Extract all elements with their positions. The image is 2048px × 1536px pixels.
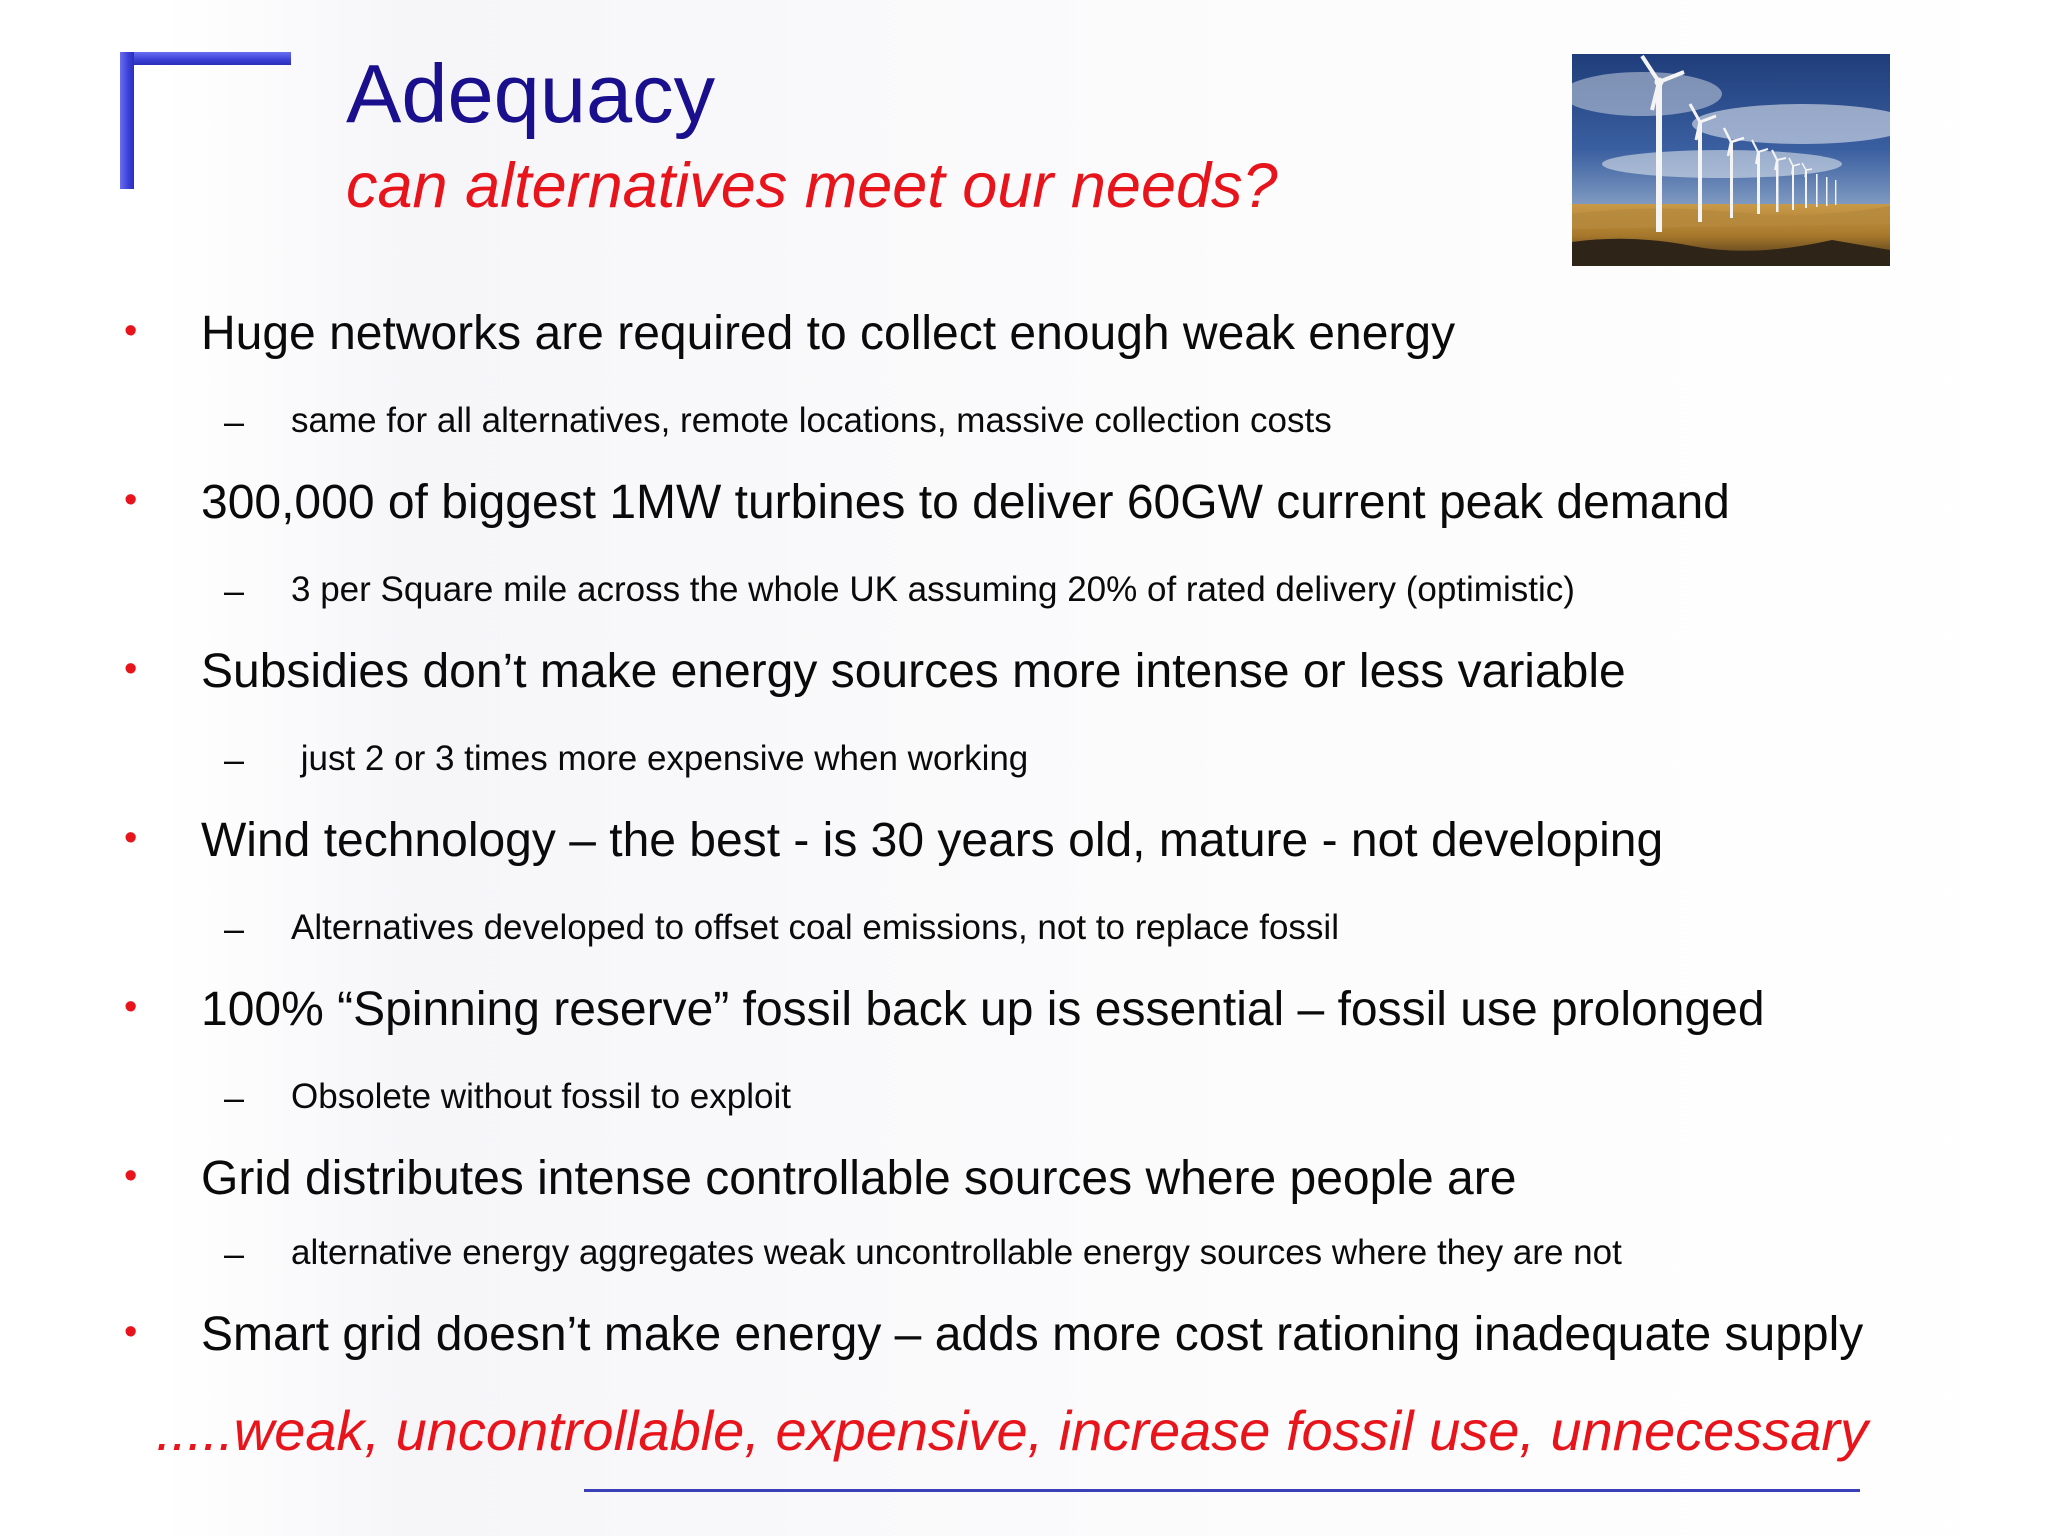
bottom-divider bbox=[584, 1489, 1860, 1492]
conclusion-text: .....weak, uncontrollable, expensive, increase fossil use, unnecessary bbox=[156, 1399, 1869, 1462]
bullet-marker: • bbox=[124, 817, 138, 859]
bullet-text: Smart grid doesn’t make energy – adds more cost rationing inadequate supply bbox=[201, 1308, 1864, 1361]
sub-bullet-dash: – bbox=[224, 1233, 245, 1274]
bullet-text: 300,000 of biggest 1MW turbines to deliver 60GW current peak demand bbox=[201, 476, 1730, 529]
bullet-marker: • bbox=[124, 310, 138, 352]
bullet-marker: • bbox=[124, 479, 138, 521]
bullet-marker: • bbox=[124, 986, 138, 1028]
bullet-text: Subsidies don’t make energy sources more intense or less variable bbox=[201, 645, 1626, 698]
sub-bullet-text: just 2 or 3 times more expensive when working bbox=[291, 739, 1029, 778]
sub-bullet-text: 3 per Square mile across the whole UK assuming 20% of rated delivery (optimistic) bbox=[291, 570, 1575, 609]
bullet-text: 100% “Spinning reserve” fossil back up is essential – fossil use prolonged bbox=[201, 983, 1765, 1036]
bullet-text: Huge networks are required to collect enough weak energy bbox=[201, 307, 1456, 360]
sub-bullet-dash: – bbox=[224, 908, 245, 949]
sub-bullet-dash: – bbox=[224, 401, 245, 442]
sub-bullet-dash: – bbox=[224, 570, 245, 611]
bullet-text: Grid distributes intense controllable sources where people are bbox=[201, 1152, 1517, 1205]
bullet-marker: • bbox=[124, 648, 138, 690]
sub-bullet-text: alternative energy aggregates weak uncontrollable energy sources where they are not bbox=[291, 1233, 1622, 1272]
bullet-text: Wind technology – the best - is 30 years old, mature - not developing bbox=[201, 814, 1664, 867]
slide-title: Adequacy bbox=[346, 47, 716, 140]
sub-bullet-text: same for all alternatives, remote locations, massive collection costs bbox=[291, 401, 1332, 440]
slide-subtitle: can alternatives meet our needs? bbox=[346, 151, 1278, 221]
sub-bullet-text: Alternatives developed to offset coal emissions, not to replace fossil bbox=[291, 908, 1339, 947]
sub-bullet-text: Obsolete without fossil to exploit bbox=[291, 1077, 791, 1116]
sub-bullet-dash: – bbox=[224, 739, 245, 780]
bullet-marker: • bbox=[124, 1311, 138, 1353]
bullet-marker: • bbox=[124, 1155, 138, 1197]
sub-bullet-dash: – bbox=[224, 1077, 245, 1118]
